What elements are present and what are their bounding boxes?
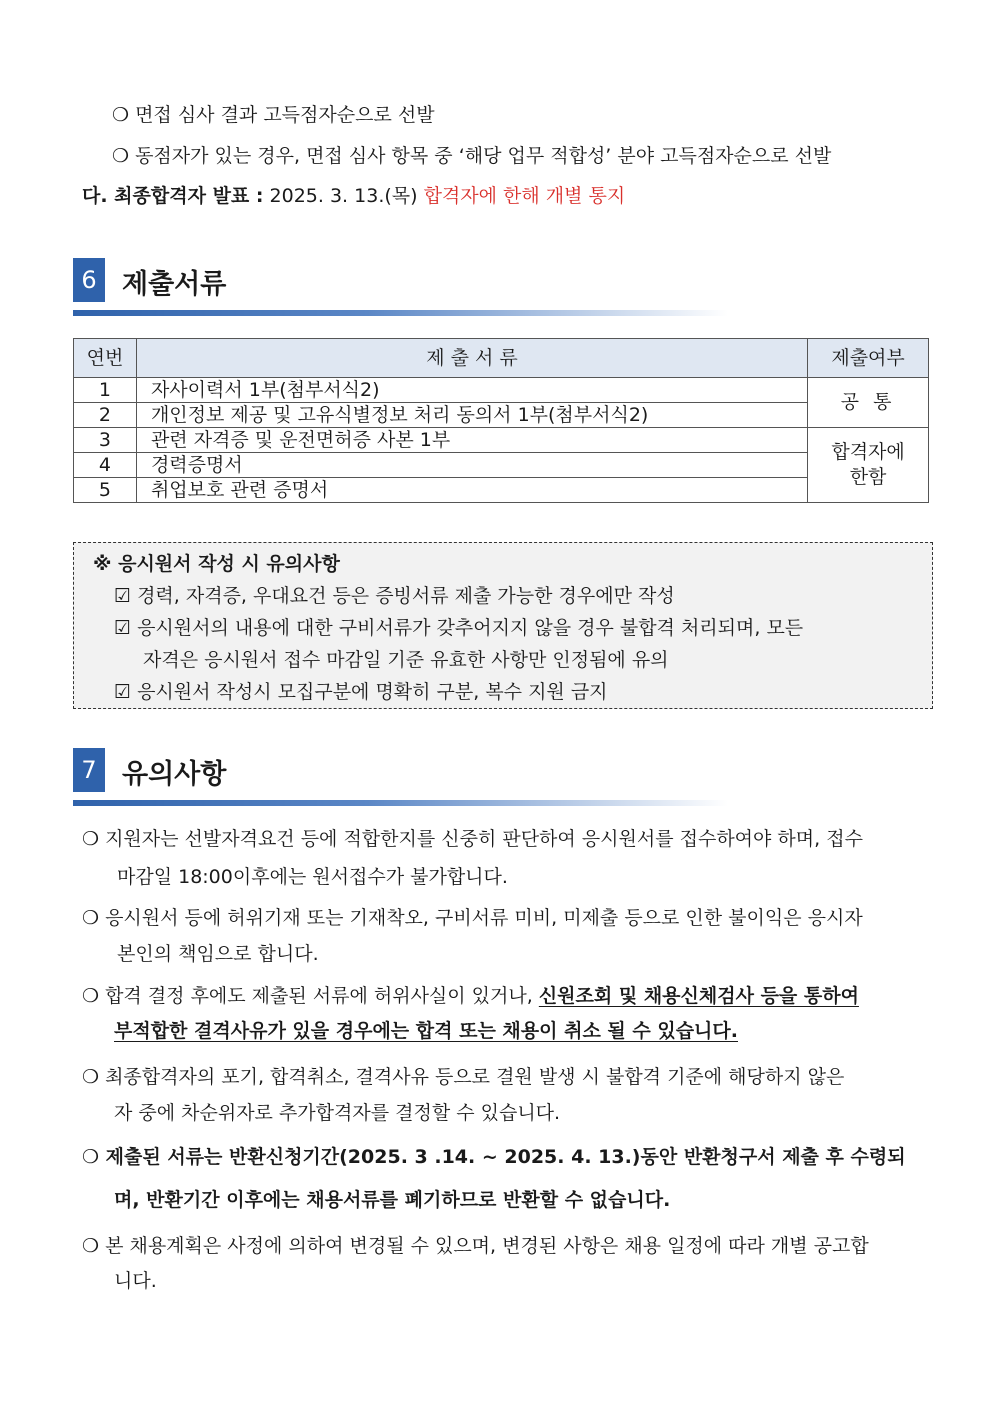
final-announcement-note: 합격자에 한해 개별 통지 [423,185,626,207]
caution-4-cont: 자 중에 차순위자로 추가합격자를 결정할 수 있습니다. [114,1102,561,1124]
row-no: 1 [74,378,137,403]
caution-1-cont: 마감일 18:00이후에는 원서접수가 불가합니다. [117,866,508,888]
row-doc: 개인정보 제공 및 고유식별정보 처리 동의서 1부(첨부서식2) [136,403,807,428]
notice-item-2-cont: 자격은 응시원서 접수 마감일 기준 유효한 사항만 인정됨에 유의 [143,649,669,671]
table-row [74,478,929,503]
caution-3-cont: 부적합한 결격사유가 있을 경우에는 합격 또는 채용이 취소 될 수 있습니다. [114,1020,738,1042]
row-doc: 경력증명서 [136,453,807,478]
table-row [74,428,929,453]
caution-2: ❍ 응시원서 등에 허위기재 또는 기재착오, 구비서류 미비, 미제출 등으로 인한 불이익은 응시자 [82,907,863,929]
notice-title: ※ 응시원서 작성 시 유의사항 [93,553,340,575]
final-announcement-line [82,181,625,208]
notice-item-3: ☑ 응시원서 작성시 모집구분에 명확히 구분, 복수 지원 금지 [114,681,608,703]
table-row [74,378,929,403]
documents-table [73,338,929,503]
row-no: 3 [74,428,137,453]
caution-1: ❍ 지원자는 선발자격요건 등에 적합한지를 신중히 판단하여 응시원서를 접수하여야 하며, 접수 [82,828,863,850]
table-header-row [74,339,929,378]
caution-5: ❍ 제출된 서류는 반환신청기간(2025. 3 .14. ~ 2025. 4. 13.)동안 반환청구서 제출 후 수령되 [82,1146,906,1168]
row-doc: 관련 자격증 및 운전면허증 사본 1부 [136,428,807,453]
submit-pass-line1: 합격자에 [831,441,905,464]
header-docs: 제 출 서 류 [136,339,807,378]
table-row [74,403,929,428]
caution-3-text: ❍ 합격 결정 후에도 제출된 서류에 허위사실이 있거나, [82,985,539,1007]
caution-3 [82,981,859,1008]
section-6-title: 제출서류 [122,269,227,300]
row-no: 2 [74,403,137,428]
final-announcement-date: 2025. 3. 13.(목) [263,185,424,207]
row-doc: 취업보호 관련 증명서 [136,478,807,503]
section-7-rule [73,800,728,806]
notice-item-1: ☑ 경력, 자격증, 우대요건 등은 증빙서류 제출 가능한 경우에만 작성 [114,585,675,607]
caution-6: ❍ 본 채용계획은 사정에 의하여 변경될 수 있으며, 변경된 사항은 채용 일정에 따라 개별 공고합 [82,1235,869,1257]
submit-pass-cell [808,428,929,503]
section-7-number: 7 [73,748,105,792]
caution-3-emphasis: 신원조회 및 채용신체검사 등을 통하여 [538,985,859,1007]
caution-4: ❍ 최종합격자의 포기, 합격취소, 결격사유 등으로 결원 발생 시 불합격 기준에 해당하지 않은 [82,1066,845,1088]
section-7-title: 유의사항 [122,759,227,790]
section-6-number: 6 [73,258,105,302]
final-announcement-label: 다. 최종합격자 발표 : [82,185,264,207]
notice-item-2: ☑ 응시원서의 내용에 대한 구비서류가 갖추어지지 않을 경우 불합격 처리되며, 모든 [114,617,804,639]
caution-6-cont: 니다. [114,1270,157,1292]
row-no: 4 [74,453,137,478]
header-no: 연번 [74,339,137,378]
table-row [74,453,929,478]
row-no: 5 [74,478,137,503]
selection-rule-line: ❍ 면접 심사 결과 고득점자순으로 선발 [112,104,435,126]
header-submit: 제출여부 [808,339,929,378]
section-6-rule [73,310,728,316]
submit-common-cell: 공 통 [808,378,929,428]
caution-5-cont: 며, 반환기간 이후에는 채용서류를 폐기하므로 반환할 수 없습니다. [114,1189,671,1211]
tie-rule-line: ❍ 동점자가 있는 경우, 면접 심사 항목 중 ‘해당 업무 적합성’ 분야 고득점자순으로 선발 [112,145,832,167]
caution-2-cont: 본인의 책임으로 합니다. [117,943,319,965]
row-doc: 자사이력서 1부(첨부서식2) [136,378,807,403]
submit-pass-line2: 한함 [849,466,887,488]
